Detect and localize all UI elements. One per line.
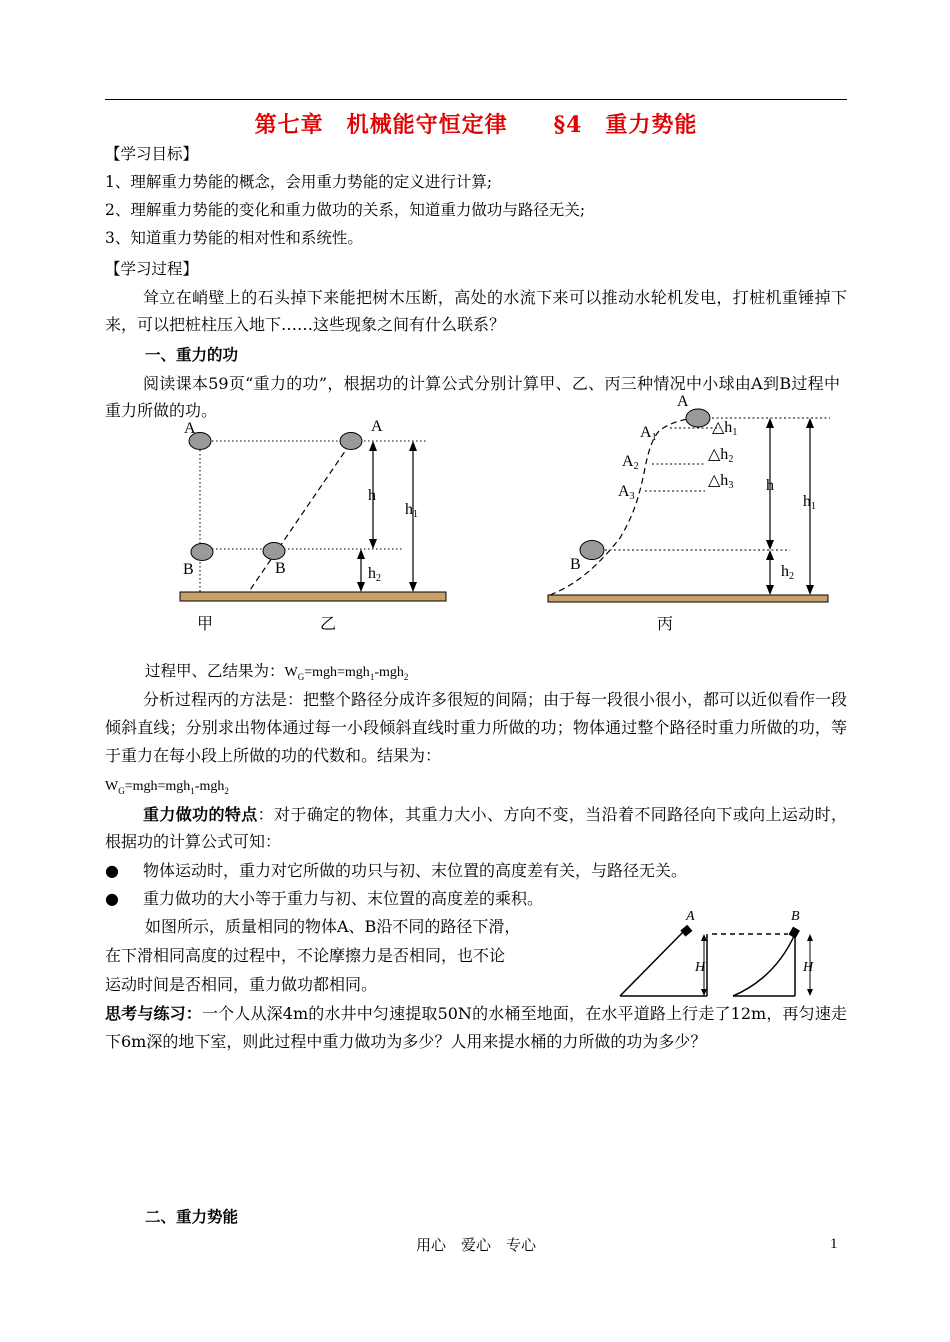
example-line-3: 运动时间是否相同，重力做功都相同。 <box>105 975 378 994</box>
svg-text:△h1: △h1 <box>712 419 738 438</box>
section-2-heading: 二、重力势能 <box>145 1207 239 1226</box>
label-h1: h <box>803 493 811 510</box>
header-rule <box>105 99 847 100</box>
intro-paragraph: 耸立在峭壁上的石头掉下来能把树木压断，高处的水流下来可以推动水轮机发电，打桩机重锤掉下来，可以把桩柱压入地下……这些现象之间有什么联系？ <box>105 288 847 334</box>
bullet-1: ● 物体运动时，重力对它所做的功只与初、末位置的高度差有关，与路径无关。 <box>105 861 688 880</box>
figure-bing <box>540 388 840 638</box>
svg-text:A2: A2 <box>622 453 639 472</box>
objective-1: 1、理解重力势能的概念，会用重力势能的定义进行计算; <box>105 173 493 191</box>
path-yi <box>250 444 350 590</box>
curved-incline <box>733 934 795 996</box>
section-1-heading: 一、重力的功 <box>145 345 239 364</box>
analysis-result: $W_G=mgh=mgh_1-mgh_2$ <box>105 779 229 796</box>
label-h1: h <box>405 501 413 518</box>
footer-motto: 用心 爱心 专心 <box>415 1236 536 1254</box>
figure-inclines <box>615 908 840 1000</box>
page-title: 第七章 机械能守恒定律 §4 重力势能 <box>254 112 698 138</box>
result-label: 过程甲、乙结果为： <box>145 662 285 680</box>
characteristics-label: 重力做功的特点 <box>143 805 258 824</box>
svg-text:h2: h2 <box>368 565 381 584</box>
bullet-2: ● 重力做功的大小等于重力与初、末位置的高度差的乘积。 <box>105 889 544 908</box>
example-line-1: 如图所示，质量相同的物体A、B沿不同的路径下滑， <box>145 917 521 936</box>
label-h2: h <box>781 563 789 580</box>
label-dh1: △h <box>712 419 733 436</box>
label-h: h <box>368 487 376 504</box>
label-a2: A <box>622 453 634 470</box>
straight-incline <box>620 930 685 996</box>
label-a: A <box>686 909 695 924</box>
svg-text:h1: h1 <box>405 501 418 520</box>
label-h: h <box>766 477 774 494</box>
analysis-paragraph: 分析过程丙的方法是：把整个路径分成许多很短的间隔；由于每一段很小很小，都可以近似看作一段倾斜直线；分别求出物体通过每一小段倾斜直线时重力所做的功；物体通过整个路径时重力所做的功，等于重力在每小段上所做的功的代数和。结果为： <box>105 690 848 765</box>
ground-bar <box>548 595 828 602</box>
characteristics-paragraph: 重力做功的特点：对于确定的物体，其重力大小、方向不变，当沿着不同路径向下或向上运动时，根据功的计算公式可知： <box>105 805 847 851</box>
practice-label: 思考与练习： <box>105 1004 202 1023</box>
label-h2: h <box>368 565 376 582</box>
label-b-left: B <box>183 561 194 578</box>
label-dh2: △h <box>708 446 729 463</box>
ball-b-left <box>191 544 213 561</box>
objectives-heading: 【学习目标】 <box>105 145 199 163</box>
label-a: A <box>677 393 689 410</box>
objective-3: 3、知道重力势能的相对性和系统性。 <box>105 229 363 247</box>
svg-text:A1: A1 <box>640 424 657 443</box>
reading-paragraph: 阅读课本59页“重力的功”，根据功的计算公式分别计算甲、乙、丙三种情况中小球由A到B过程中重力所做的功。 <box>105 374 840 420</box>
ground-bar <box>180 592 446 601</box>
label-jia: 甲 <box>197 616 214 633</box>
svg-text:△h2: △h2 <box>708 446 734 465</box>
label-h-right: H <box>803 960 814 975</box>
label-bing: 丙 <box>657 616 674 633</box>
label-b: B <box>791 909 800 924</box>
label-h-left: H <box>695 960 706 975</box>
label-a3: A <box>618 483 630 500</box>
figure-jia-yi <box>170 412 460 637</box>
block-b <box>789 927 800 939</box>
block-a <box>680 925 692 937</box>
label-b: B <box>570 556 581 573</box>
label-a-right: A <box>371 418 383 435</box>
svg-text:h1: h1 <box>803 493 816 512</box>
ball-b-right <box>263 543 285 560</box>
label-yi: 乙 <box>320 616 337 633</box>
result-line: 过程甲、乙结果为：$W_G=mgh=mgh_1-mgh_2$ <box>145 662 409 682</box>
ball-a <box>686 409 710 427</box>
svg-text:h2: h2 <box>781 563 794 582</box>
example-line-2: 在下滑相同高度的过程中，不论摩擦力是否相同，也不论 <box>105 946 506 965</box>
practice-paragraph: 思考与练习：一个人从深4m的水井中匀速提取50N的水桶至地面，在水平道路上行走了12m，再匀速走下6m深的地下室，则此过程中重力做功为多少？人用来提水桶的力所做的功为多少？ <box>105 1004 847 1051</box>
page-number: 1 <box>830 1236 838 1252</box>
svg-text:A3: A3 <box>618 483 635 502</box>
label-b-right: B <box>275 560 286 577</box>
svg-text:△h3: △h3 <box>708 472 734 491</box>
label-a1: A <box>640 424 652 441</box>
label-a-left: A <box>184 420 196 437</box>
ball-a-right <box>340 433 362 450</box>
process-heading: 【学习过程】 <box>105 260 199 278</box>
objective-2: 2、理解重力势能的变化和重力做功的关系，知道重力做功与路径无关; <box>105 201 586 219</box>
ball-b <box>580 541 604 560</box>
label-dh3: △h <box>708 472 729 489</box>
